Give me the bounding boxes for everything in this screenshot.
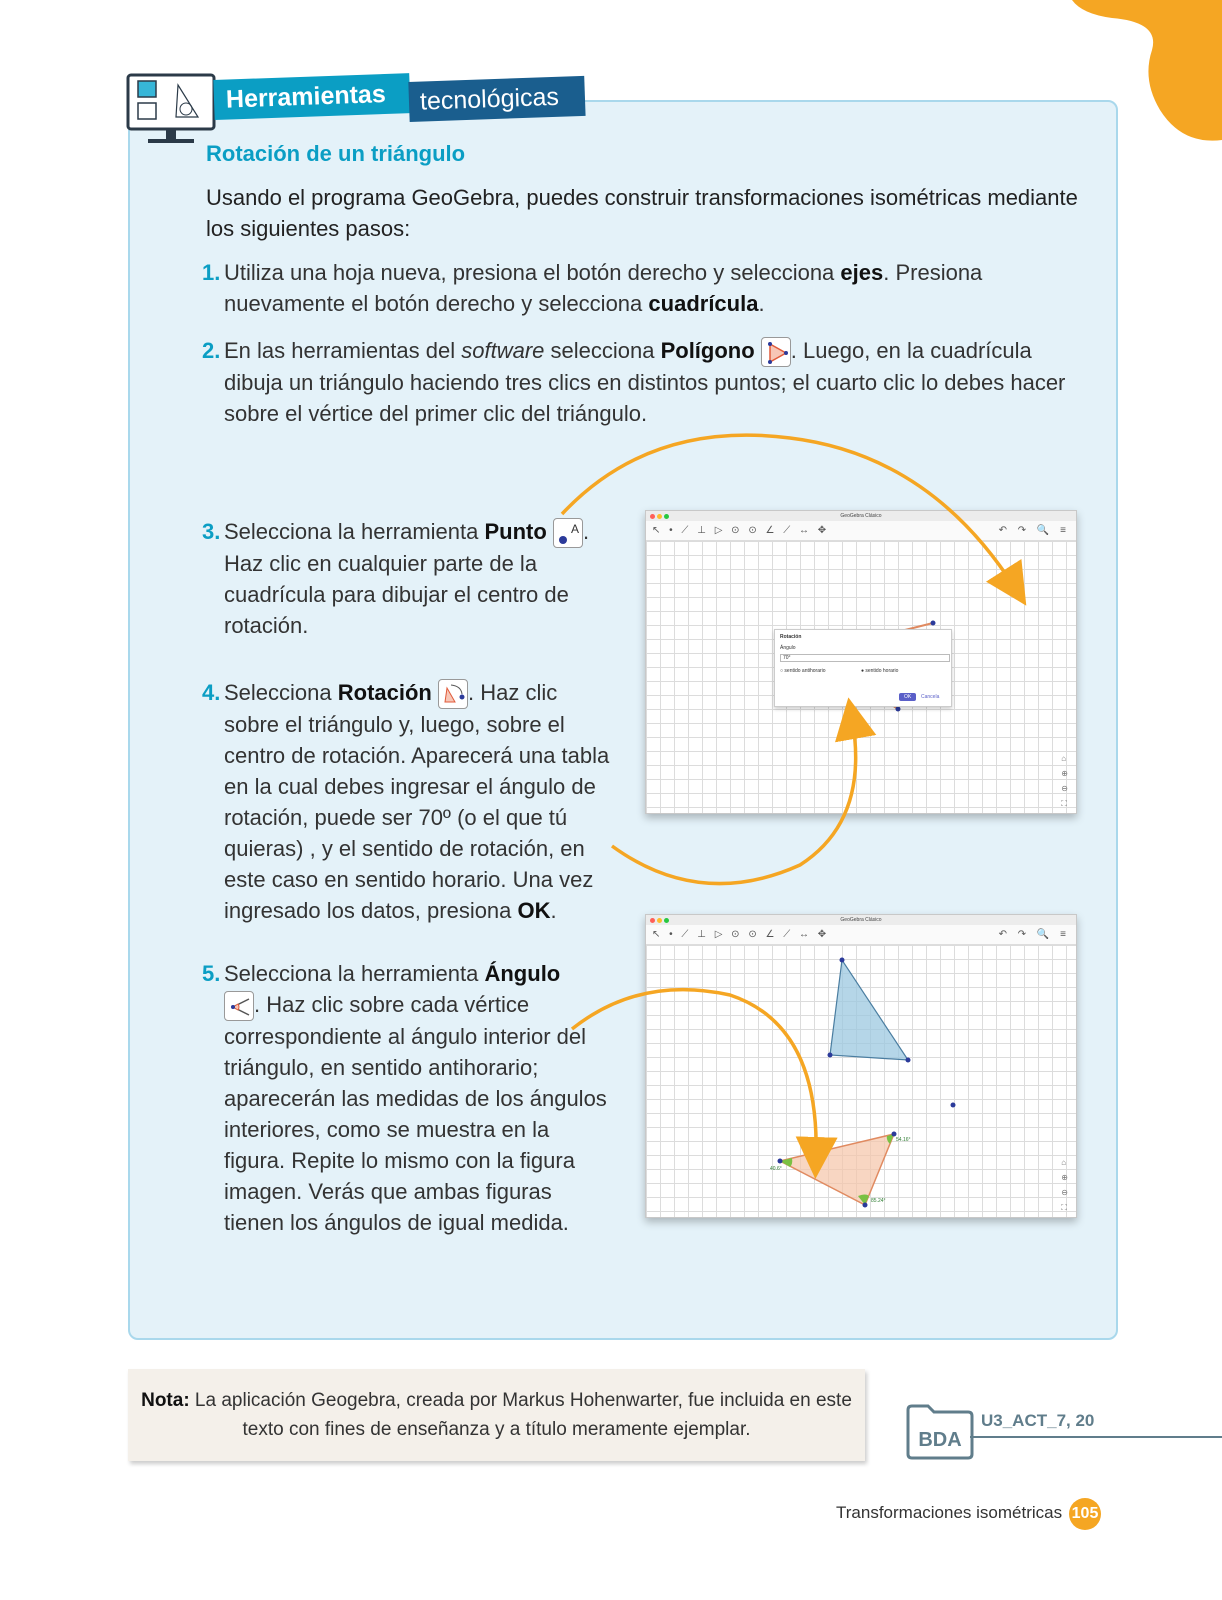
step-3 [202,516,594,641]
option-cw-label: sentido horario [865,668,899,674]
window-title: GeoGebra Clásico [840,513,882,519]
step-2 [202,335,1082,429]
computer-geometry-icon [126,73,218,146]
step-4 [202,677,612,926]
step-text: selecciona [544,338,661,363]
step-text: . Haz clic sobre cada vértice correspondiente al ángulo interior del triángulo, en sentido antihorario; aparecerán las medidas de los ángulos interiores, como se muestra en la figura. Repite lo mismo con la figura imagen. Verás que ambas figuras tienen los ángulos de igual medida. [224,992,607,1236]
angle-input[interactable]: 70° [780,654,950,662]
step-keyword: Punto [484,519,547,544]
radio-cw[interactable]: ● [860,668,866,674]
svg-text:A: A [570,522,579,537]
step-text: . Luego, en la cuadrícula dibuja un triángulo haciendo tres clics en distintos puntos; el cuarto clic lo debes hacer sobre el vértice del primer clic del triángulo. [224,338,1066,427]
step-keyword: ejes [840,260,884,285]
footer-chapter: Transformaciones isométricas [836,1503,1063,1522]
note-text: La aplicación Geogebra, creada por Markus Hohenwarter, fue incluida en este texto con fines de enseñanza y a título meramente ejemplar. [189,1390,852,1440]
geogebra-screenshot-angles [645,914,1077,1218]
step-number: 5. [202,961,221,986]
step-number: 4. [202,680,221,705]
step-5 [202,958,614,1238]
step-text: . [758,291,765,316]
step-text: Selecciona la herramienta [224,961,485,986]
step-italic: software [461,338,545,363]
step-number: 3. [202,519,221,544]
page-number: 105 [1069,1498,1101,1530]
step-text: . Haz clic en cualquier parte de la cuadrícula para dibujar el centro de rotación. [224,519,590,639]
step-text: . [550,898,557,924]
rotation-dialog [774,629,952,707]
bda-code: U3_ACT_7, 20 [981,1411,1095,1430]
step-keyword: OK [517,898,551,924]
angle-label: Ángulo [780,645,796,651]
window-title: GeoGebra Clásico [840,917,882,923]
step-text: . Presiona nuevamente el botón derecho y selecciona [224,260,983,316]
step-text: En las herramientas del [224,338,462,363]
zoom-controls[interactable]: ⌂ ⊕ ⊖ ⛶ [1061,754,1068,808]
step-number: 1. [202,260,221,285]
rotation-tool-icon [438,679,468,709]
step-text: Selecciona la herramienta [224,519,485,544]
radio-ccw[interactable]: ○ [780,668,785,674]
step-keyword: Ángulo [484,961,561,986]
bda-divider [970,1436,1222,1438]
angle-label-3: 85.24° [871,1198,886,1204]
step-text: Utiliza una hoja nueva, presiona el botón derecho y selecciona [224,260,841,285]
bda-label: BDA [918,1429,962,1451]
bda-folder-icon[interactable] [904,1402,976,1460]
activity-title: Rotación de un triángulo [206,141,466,166]
step-number: 2. [202,338,221,363]
cancel-button[interactable]: Cancela [921,694,940,700]
intro-paragraph: Usando el programa GeoGebra, puedes construir transformaciones isométricas mediante los siguientes pasos: [206,185,1078,241]
step-keyword: Polígono [660,338,755,363]
ok-button[interactable]: OK [899,693,916,701]
geogebra-toolbar: ↖ • ⟋ ⊥ ▷ ⊙ ⊙ ∠ ⟋ ↔ ✥ ↶ ↷ 🔍 ≡ [646,521,1076,541]
geogebra-screenshot-rotation [645,510,1077,814]
section-tag-herramientas: Herramientas [213,73,410,120]
polygon-tool-icon [761,337,791,367]
angle-tool-icon [224,991,254,1021]
section-tag-tecnologicas: tecnológicas [408,76,585,122]
step-keyword: cuadrícula [648,291,759,316]
step-text: . Haz clic sobre el triángulo y, luego, sobre el centro de rotación. Aparecerá una tabla en la cual debes ingresar el ángulo de rotación, puede ser 70º (o el que tú quieras) , y el sentido de rotación, en este caso en sentido horario. Una vez ingresado los datos, presiona [224,680,610,924]
step-1 [202,257,1082,319]
step-keyword: Rotación [337,680,432,705]
note-label: Nota: [141,1390,190,1411]
note-box [128,1369,865,1461]
zoom-controls[interactable]: ⌂ ⊕ ⊖ ⛶ [1061,1158,1068,1212]
angle-label-2: 54.16° [896,1137,911,1143]
step-text: Selecciona [224,680,338,705]
geogebra-toolbar: ↖ • ⟋ ⊥ ▷ ⊙ ⊙ ∠ ⟋ ↔ ✥ ↶ ↷ 🔍 ≡ [646,925,1076,945]
option-ccw-label: sentido antihorario [784,668,826,674]
angle-label-1: 40.6° [770,1166,782,1172]
dialog-title: Rotación [780,634,802,640]
point-tool-icon [553,518,583,548]
angles-figure [646,915,1077,1218]
